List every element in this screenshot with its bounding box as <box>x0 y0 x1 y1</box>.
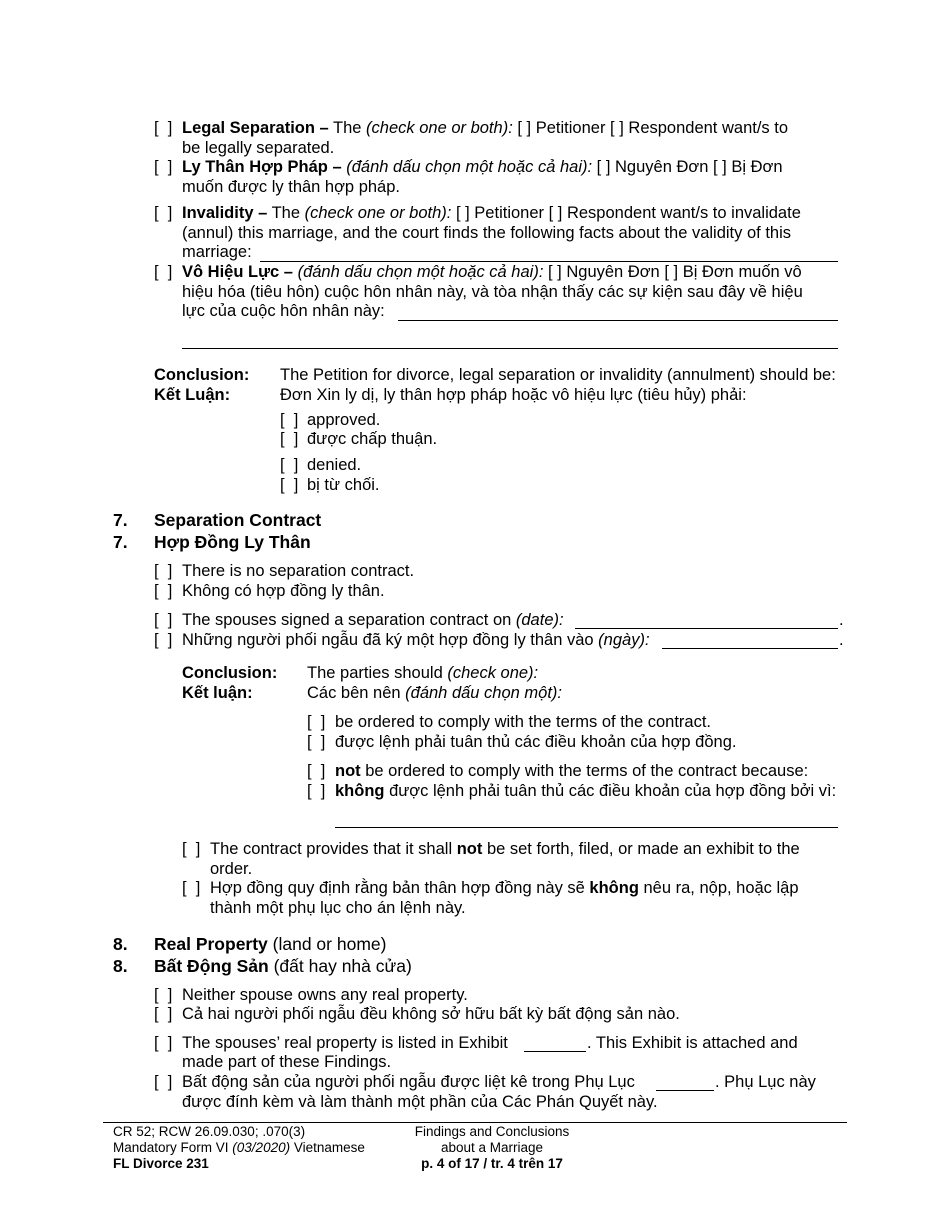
legal-separation-label: Legal Separation – <box>182 119 329 137</box>
checkbox[interactable]: [ ] <box>596 158 611 176</box>
checkbox[interactable]: [ ] <box>280 476 299 494</box>
section-number: 8. <box>113 956 128 976</box>
checkbox[interactable]: [ ] <box>517 119 532 137</box>
conclusion-label-vi: Kết Luận: <box>154 385 231 404</box>
section-title: Real Property <box>154 934 268 954</box>
checkbox[interactable]: [ ] <box>307 762 326 780</box>
section-title-vi: Hợp Đồng Ly Thân <box>154 532 311 552</box>
checkbox[interactable]: [ ] <box>307 782 326 800</box>
contract-date-field[interactable] <box>575 628 838 629</box>
checkbox[interactable]: [ ] <box>548 263 562 281</box>
section-number: 7. <box>113 510 128 530</box>
footer-center: Findings and Conclusions about a Marriage p. 4 of 17 / tr. 4 trên 17 <box>392 1124 592 1172</box>
page-number: p. 4 of 17 / tr. 4 trên 17 <box>421 1156 563 1171</box>
checkbox[interactable]: [ ] <box>154 562 173 580</box>
denied-option: denied. <box>307 456 362 474</box>
conclusion-label: Conclusion: <box>154 366 250 384</box>
checkbox[interactable]: [ ] <box>610 119 624 137</box>
contract-date-field-vi[interactable] <box>662 648 838 649</box>
checkbox[interactable]: [ ] <box>154 1034 173 1052</box>
checkbox[interactable]: [ ] <box>307 713 326 731</box>
checkbox[interactable]: [ ] <box>154 158 173 176</box>
approved-option: approved. <box>307 411 381 429</box>
footer-rule <box>103 1122 847 1123</box>
approved-option-vi: được chấp thuận. <box>307 430 438 448</box>
checkbox[interactable]: [ ] <box>154 119 173 137</box>
section-number: 7. <box>113 532 128 552</box>
invalidity-facts-field-extra[interactable] <box>182 348 838 349</box>
checkbox[interactable]: [ ] <box>154 986 173 1004</box>
checkbox[interactable]: [ ] <box>182 840 201 858</box>
checkbox[interactable]: [ ] <box>154 582 173 600</box>
checkbox[interactable]: [ ] <box>154 1005 173 1023</box>
checkbox[interactable]: [ ] <box>154 204 173 222</box>
checkbox[interactable]: [ ] <box>280 430 299 448</box>
checkbox[interactable]: [ ] <box>548 204 563 222</box>
checkbox[interactable]: [ ] <box>280 411 299 429</box>
checkbox[interactable]: [ ] <box>712 158 727 176</box>
checkbox[interactable]: [ ] <box>307 733 326 751</box>
invalidity-facts-field[interactable] <box>260 261 838 262</box>
checkbox[interactable]: [ ] <box>154 631 173 649</box>
section-title: Separation Contract <box>154 510 322 530</box>
exhibit-field[interactable] <box>524 1051 586 1052</box>
checkbox[interactable]: [ ] <box>182 879 201 897</box>
reason-field[interactable] <box>335 827 838 828</box>
section-number: 8. <box>113 934 128 954</box>
section-title-vi: Bất Động Sản <box>154 956 269 976</box>
footer-left: CR 52; RCW 26.09.030; .070(3) Mandatory Form VI (03/2020) Vietnamese FL Divorce 231 <box>113 1124 365 1171</box>
checkbox[interactable]: [ ] <box>154 611 173 629</box>
checkbox[interactable]: [ ] <box>664 263 679 281</box>
denied-option-vi: bị từ chối. <box>307 476 380 494</box>
checkbox[interactable]: [ ] <box>455 204 470 222</box>
checkbox[interactable]: [ ] <box>280 456 299 474</box>
exhibit-field-vi[interactable] <box>656 1090 714 1091</box>
invalidity-facts-field-vi[interactable] <box>398 320 838 321</box>
checkbox[interactable]: [ ] <box>154 263 173 281</box>
checkbox[interactable]: [ ] <box>154 1073 173 1091</box>
